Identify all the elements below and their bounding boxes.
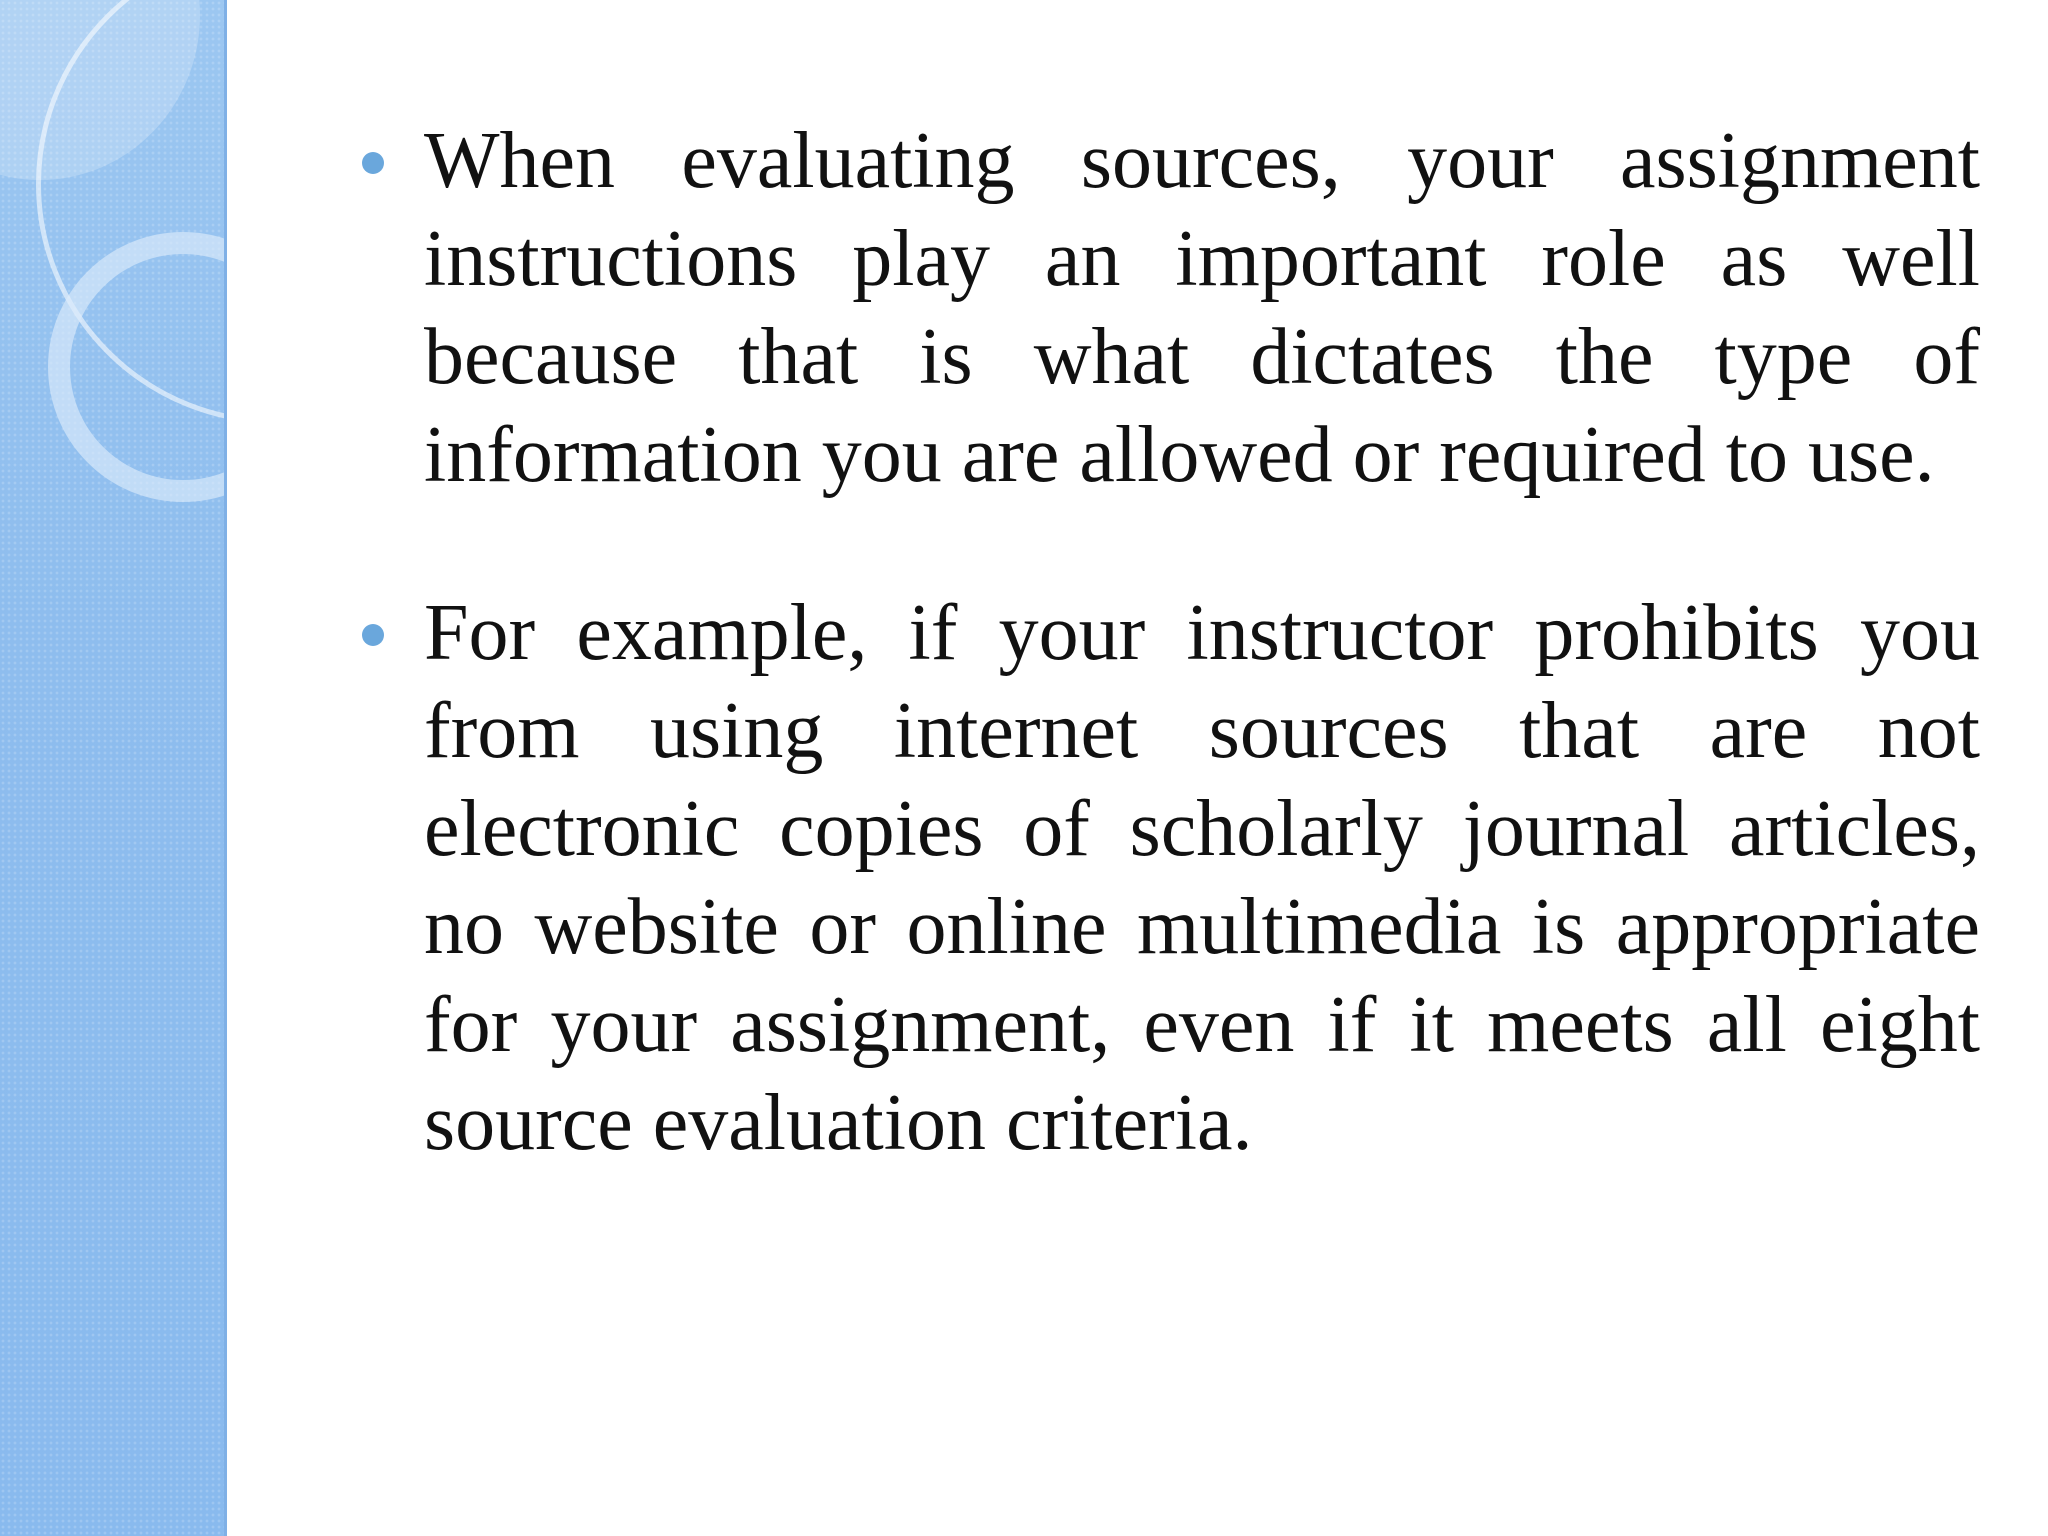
decorative-side-panel (0, 0, 227, 1536)
bullet-dot-icon (362, 152, 384, 174)
bullet-list (360, 112, 1980, 1252)
bullet-item (360, 584, 1980, 1172)
bullet-item (360, 112, 1980, 504)
bullet-dot-icon (362, 624, 384, 646)
side-panel-edge (224, 0, 227, 1536)
bullet-text: For example, if your instructor prohibits you from using internet sources that are not electronic copies of scholarly journal articles, no website or online multimedia is appropriate for your assignment, even if it meets all eight source evaluation criteria. (424, 589, 1980, 1167)
bullet-text: When evaluating sources, your assignment instructions play an important role as well because that is what dictates the type of information you are allowed or required to use. (424, 117, 1980, 499)
